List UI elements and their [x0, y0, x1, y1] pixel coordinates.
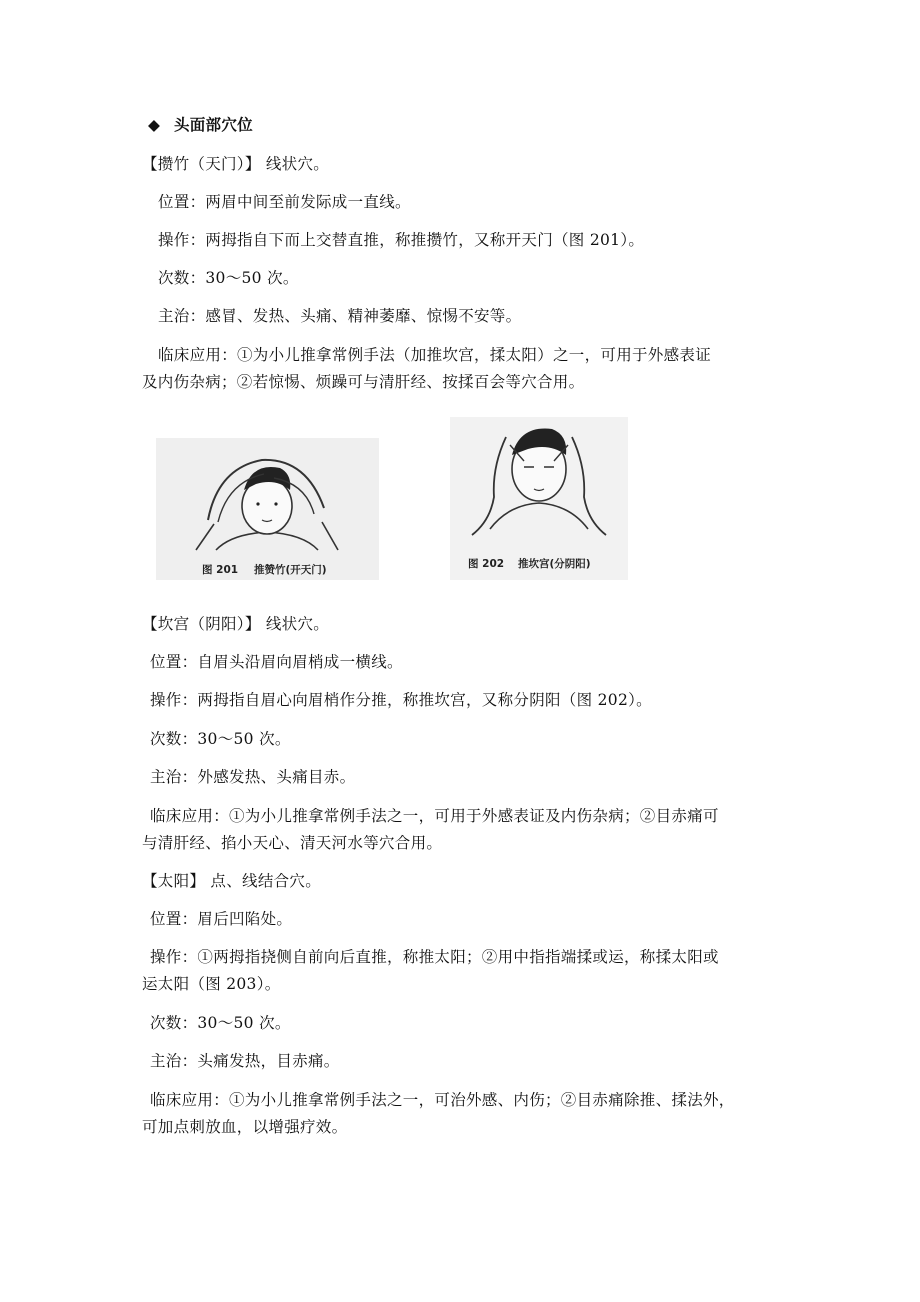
- entry-operation: 操作：两拇指自眉心向眉梢作分推，称推坎宫，又称分阴阳（图 202）。: [150, 691, 652, 709]
- figure-202-caption-text: 推坎宫(分阴阳): [518, 558, 591, 570]
- diamond-bullet-icon: ◆: [148, 116, 161, 134]
- entry-operation: 操作：两拇指自下而上交替直推，称推攒竹，又称开天门（图 201）。: [158, 231, 645, 249]
- figure-201-caption-num: 图 201: [202, 564, 239, 576]
- section-title: 头面部穴位: [173, 116, 253, 134]
- entry-clinical: 临床应用：①为小儿推拿常例手法（加推坎宫，揉太阳）之一，可用于外感表证: [158, 346, 712, 364]
- entry-clinical-cont: 及内伤杂病；②若惊惕、烦躁可与清肝经、按揉百会等穴合用。: [142, 373, 585, 391]
- entry-operation: 操作：①两拇指挠侧自前向后直推，称推太阳；②用中指指端揉或运，称揉太阳或: [150, 948, 719, 966]
- figure-201-illustration: [156, 438, 379, 580]
- entry-position: 位置：自眉头沿眉向眉梢成一横线。: [150, 653, 403, 671]
- figure-201-caption-text: 推赞竹(开天门): [254, 564, 327, 576]
- entry-clinical-cont: 可加点刺放血，以增强疗效。: [142, 1118, 348, 1136]
- entry-treats: 主治：头痛发热，目赤痛。: [150, 1052, 340, 1070]
- figure-201: [156, 438, 379, 580]
- entry-treats: 主治：感冒、发热、头痛、精神萎靡、惊惕不安等。: [158, 307, 522, 325]
- entry-position: 位置：两眉中间至前发际成一直线。: [158, 193, 411, 211]
- figure-202: [450, 417, 628, 580]
- entry-count: 次数：30～50 次。: [158, 269, 299, 287]
- figure-202-illustration: [450, 417, 628, 580]
- entry-operation-cont: 运太阳（图 203）。: [142, 975, 281, 993]
- entry-clinical: 临床应用：①为小儿推拿常例手法之一，可用于外感表证及内伤杂病；②目赤痛可: [150, 807, 719, 825]
- entry-heading: 【太阳】 点、线结合穴。: [142, 872, 322, 890]
- section-header: [148, 115, 253, 135]
- entry-heading: 【坎宫（阴阳）】 线状穴。: [142, 615, 330, 633]
- entry-heading: 【攒竹（天门）】 线状穴。: [142, 155, 330, 173]
- entry-position: 位置：眉后凹陷处。: [150, 910, 293, 928]
- entry-clinical-cont: 与清肝经、掐小天心、清天河水等穴合用。: [142, 834, 443, 852]
- figure-202-caption-num: 图 202: [468, 558, 505, 570]
- entry-clinical: 临床应用：①为小儿推拿常例手法之一，可治外感、内伤；②目赤痛除推、揉法外，: [150, 1091, 735, 1109]
- entry-treats: 主治：外感发热、头痛目赤。: [150, 768, 356, 786]
- entry-count: 次数：30～50 次。: [150, 730, 291, 748]
- entry-count: 次数：30～50 次。: [150, 1014, 291, 1032]
